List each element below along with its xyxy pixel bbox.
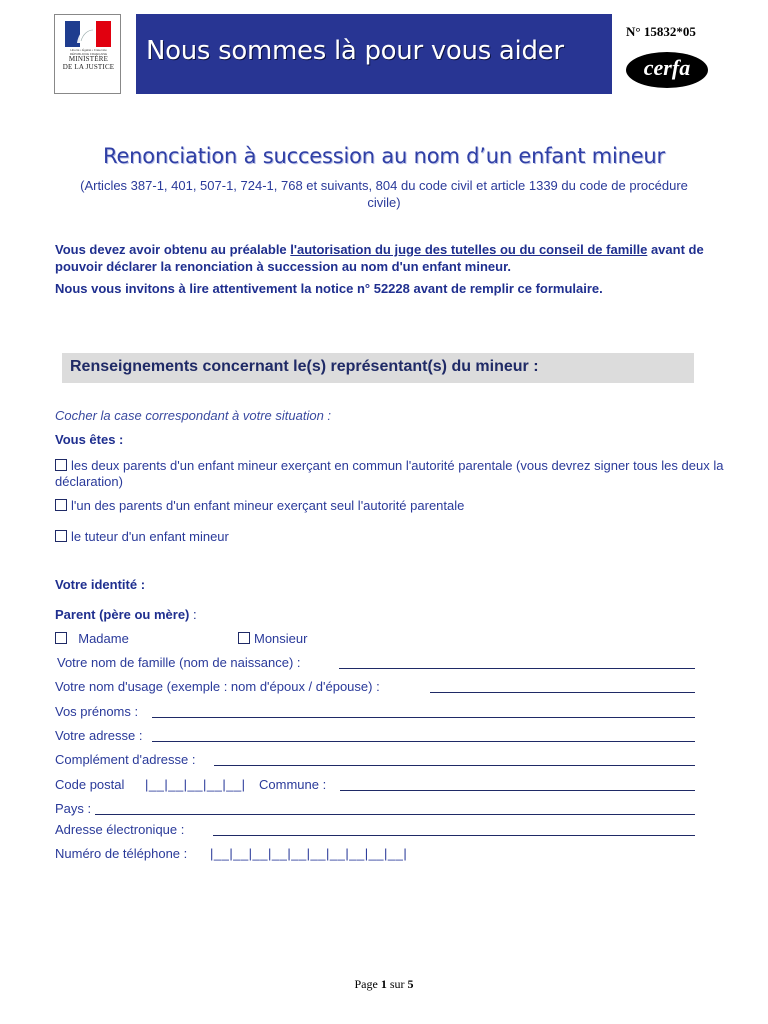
vous-etes-label: Vous êtes : — [55, 432, 124, 447]
option-label: le tuteur d'un enfant mineur — [71, 529, 229, 544]
ministry-line-2: DE LA JUSTICE — [62, 63, 115, 71]
header-banner — [136, 14, 612, 94]
footer-page-num: 1 — [380, 977, 387, 991]
page-title: Renonciation à succession au nom d’un enfant mineur — [103, 144, 665, 168]
field-complement — [55, 752, 695, 768]
field-prenoms — [55, 704, 695, 720]
marianne-flag-icon — [65, 21, 111, 47]
footer-total: 5 — [407, 977, 414, 991]
input-pays[interactable] — [95, 814, 695, 815]
checkbox-madame[interactable] — [55, 632, 67, 644]
field-nom-famille — [55, 655, 695, 671]
checkbox-both-parents[interactable] — [55, 459, 67, 471]
input-nom-famille[interactable] — [339, 668, 695, 669]
civility-madame — [55, 631, 129, 646]
field-telephone — [55, 846, 695, 862]
logo-motto: Liberté • Égalité • Fraternité RÉPUBLIQUE FRANÇAISE — [69, 48, 108, 56]
input-complement[interactable] — [214, 765, 695, 766]
input-adresse[interactable] — [152, 741, 695, 742]
intro-paragraph — [55, 241, 725, 275]
checkbox-monsieur[interactable] — [238, 632, 250, 644]
intro-part-2: avant de pouvoir déclarer la renonciation à succession au nom d'un enfant mineur. — [55, 242, 704, 274]
field-adresse — [55, 728, 695, 744]
section-title: Renseignements concernant le(s) représentant(s) du mineur : — [70, 358, 539, 375]
input-prenoms[interactable] — [152, 717, 695, 718]
checkbox-one-parent[interactable] — [55, 499, 67, 511]
field-label: Votre nom d'usage (exemple : nom d'époux / d'épouse) : — [55, 679, 380, 694]
option-one-parent — [55, 498, 725, 514]
parent-label-text: Parent (père ou mère) — [55, 607, 190, 622]
cerfa-logo-text: cerfa — [643, 55, 691, 80]
field-label: Adresse électronique : — [55, 822, 185, 837]
checkbox-tutor[interactable] — [55, 530, 67, 542]
parent-colon: : — [189, 607, 197, 622]
cerfa-logo — [626, 52, 708, 88]
instruction-text: Cocher la case correspondant à votre situation : — [55, 408, 332, 423]
page-subtitle: (Articles 387-1, 401, 507-1, 724-1, 768 et suivants, 804 du code civil et article 1339 du code de procédure civile) — [80, 178, 688, 210]
input-nom-usage[interactable] — [430, 692, 695, 693]
civility-label: Monsieur — [254, 631, 308, 646]
option-label: les deux parents d'un enfant mineur exerçant en commun l'autorité parentale (vous devrez signer tous les deux la déclaration) — [55, 458, 724, 489]
field-nom-usage — [55, 679, 695, 695]
field-pays — [55, 801, 695, 817]
field-label: Commune : — [259, 777, 327, 792]
field-code-postal — [55, 777, 695, 793]
field-label: Pays : — [55, 801, 92, 816]
notice-paragraph: Nous vous invitons à lire attentivement la notice n° 52228 avant de remplir ce formulaire. — [55, 281, 603, 296]
civility-label: Madame — [78, 631, 129, 646]
identity-title: Votre identité : — [55, 577, 146, 592]
field-label: Numéro de téléphone : — [55, 846, 188, 861]
intro-part-1: Vous devez avoir obtenu au préalable — [55, 242, 291, 257]
footer-page-word: Page — [354, 977, 378, 991]
input-email[interactable] — [213, 835, 695, 836]
field-label: Votre adresse : — [55, 728, 143, 743]
input-telephone[interactable]: |__|__|__|__|__|__|__|__|__|__| — [210, 846, 408, 861]
field-email — [55, 822, 695, 838]
logo-caption — [57, 55, 120, 71]
footer-sur: sur — [389, 977, 405, 991]
input-code-postal[interactable]: |__|__|__|__|__| — [145, 777, 246, 792]
civility-monsieur — [238, 631, 307, 646]
field-label: Vos prénoms : — [55, 704, 139, 719]
ministry-line-1: MINISTÈRE — [68, 55, 109, 63]
banner-text: Nous sommes là pour vous aider — [146, 36, 564, 66]
field-label: Complément d'adresse : — [55, 752, 196, 767]
option-tutor — [55, 529, 725, 545]
field-label: Votre nom de famille (nom de naissance) : — [57, 655, 301, 670]
option-both-parents — [55, 458, 725, 490]
page-footer — [0, 977, 768, 992]
option-label: l'un des parents d'un enfant mineur exerçant seul l'autorité parentale — [71, 498, 465, 513]
cerfa-number: N° 15832*05 — [626, 24, 696, 39]
authorization-link[interactable]: l'autorisation du juge des tutelles ou du conseil de famille — [290, 242, 648, 257]
parent-label — [55, 607, 197, 622]
field-label: Code postal — [55, 777, 125, 792]
input-commune[interactable] — [340, 790, 695, 791]
ministry-logo — [54, 14, 121, 94]
section-header — [62, 353, 694, 383]
